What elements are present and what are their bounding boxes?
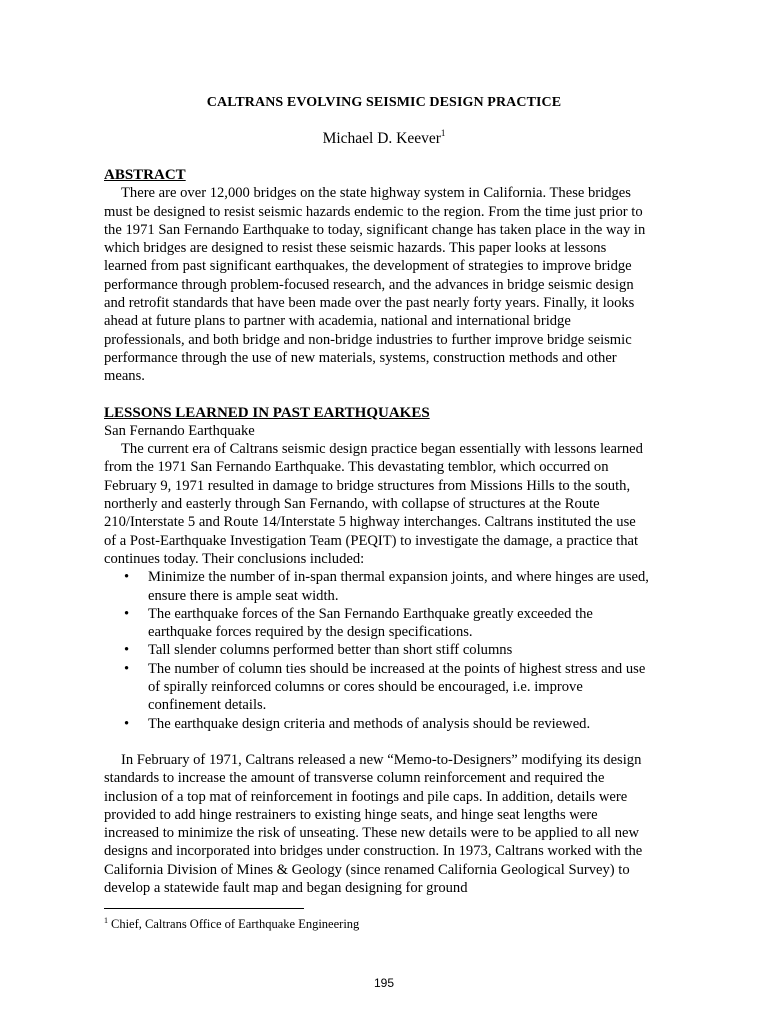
author-line xyxy=(0,130,768,148)
bullet-icon: • xyxy=(124,715,130,732)
list-item xyxy=(104,568,650,605)
abstract-heading: ABSTRACT xyxy=(104,167,186,183)
list-item xyxy=(104,660,650,715)
list-item-text: The earthquake design criteria and methods of analysis should be reviewed. xyxy=(148,715,591,732)
bullet-icon: • xyxy=(124,642,130,659)
paper-title: CALTRANS EVOLVING SEISMIC DESIGN PRACTICE xyxy=(206,95,562,110)
list-item-text: The number of column ties should be increased at the points of highest stress and use of spirally reinforced columns or cores should be encouraged, i.e. improve confinement details. xyxy=(148,660,646,714)
list-item-text: The earthquake forces of the San Fernando Earthquake greatly exceeded the earthquake forces required by the design specifications. xyxy=(148,605,593,641)
author-footnote-mark[interactable]: 1 xyxy=(440,128,446,138)
san-fernando-subheading: San Fernando Earthquake xyxy=(104,422,255,439)
section-gap xyxy=(104,386,650,404)
bullet-icon: • xyxy=(124,605,130,622)
list-item xyxy=(104,715,650,733)
list-item xyxy=(104,605,650,642)
footnote-text: Chief, Caltrans Office of Earthquake Engineering xyxy=(111,917,360,931)
bullet-icon: • xyxy=(124,569,130,586)
author-name: Michael D. Keever xyxy=(322,130,441,147)
lessons-paragraph-1: The current era of Caltrans seismic design practice began essentially with lessons learned from the 1971 San Fernando Earthquake. This devastating temblor, which occurred on February 9, 1971 resulted in damage to bridge structures from Missions Hills to the south, northerly and easterly through San Fernando, with collapse of structures at the Route 210/Interstate 5 and Route 14/Interstate 5 highway interchanges. Caltrans instituted the use of a Post-Earthquake Investigation Team (PEQIT) to investigate the damage, a practice that continues today. Their conclusions included: xyxy=(104,441,643,567)
conclusions-list xyxy=(104,568,650,733)
list-item xyxy=(104,641,650,659)
abstract-paragraph: There are over 12,000 bridges on the state highway system in California. These bridges must be designed to resist seismic hazards endemic to the region. From the time just prior to the 1971 San Fernando Earthquake to today, significant change has taken place in the way in which bridges are designed to resist these seismic hazards. This paper looks at lessons learned from past significant earthquakes, the development of strategies to improve bridge performance through problem-focused research, and the advances in bridge seismic design and retrofit standards that have been made over the past nearly forty years. Finally, it looks ahead at future plans to partner with academia, national and international bridge professionals, and both bridge and non-bridge industries to further improve bridge seismic performance through the use of new materials, systems, construction methods and other means. xyxy=(104,185,646,385)
section-gap xyxy=(104,733,650,751)
footnote xyxy=(104,917,359,932)
page-number: 195 xyxy=(373,976,395,990)
list-item-text: Tall slender columns performed better than short stiff columns xyxy=(148,642,513,659)
body-text xyxy=(104,166,650,897)
list-item-text: Minimize the number of in-span thermal expansion joints, and where hinges are used, ensure there is ample seat width. xyxy=(148,569,649,604)
lessons-paragraph-2: In February of 1971, Caltrans released a new “Memo-to-Designers” modifying its design standards to increase the amount of transverse column reinforcement and required the inclusion of a top mat of reinforcement in footings and pile caps. In addition, details were provided to add hinge restrainers to existing hinge seats, and hinge seat lengths were increased to minimize the risk of unseating. These new details were to be applied to all new designs and incorporated into bridges under construction. In 1973, Caltrans worked with the California Division of Mines & Geology (since renamed California Geological Survey) to develop a statewide fault map and began designing for ground xyxy=(104,751,643,896)
bullet-icon: • xyxy=(124,660,130,677)
footnote-divider xyxy=(104,908,304,909)
footnote-mark: 1 xyxy=(104,916,108,925)
lessons-heading: LESSONS LEARNED IN PAST EARTHQUAKES xyxy=(104,404,430,421)
